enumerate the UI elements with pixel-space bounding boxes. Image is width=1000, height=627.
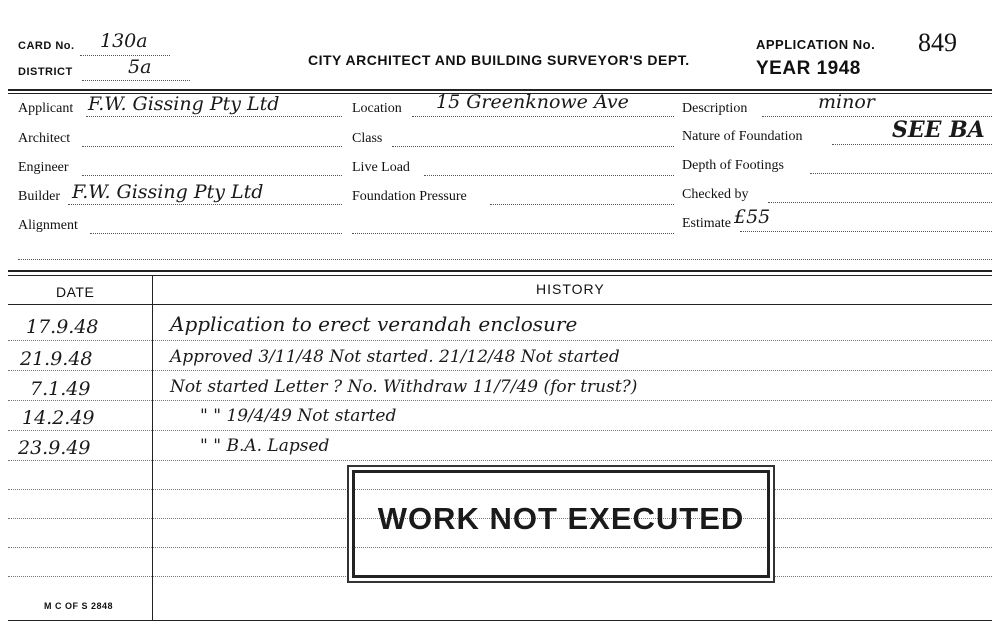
date-column-divider — [152, 275, 153, 621]
history-row-date: 7.1.49 — [30, 378, 91, 400]
field-depth-footings-line — [810, 173, 992, 174]
field-alignment-line — [90, 233, 342, 234]
field-applicant-line — [86, 116, 342, 117]
field-depth-footings-label: Depth of Footings — [682, 158, 784, 173]
field-class-line — [392, 146, 674, 147]
card-no-line — [80, 55, 170, 56]
application-label: APPLICATION No. — [756, 37, 876, 52]
history-rule-top — [8, 270, 992, 272]
history-header: HISTORY — [536, 281, 605, 297]
history-rule-top-thin — [8, 275, 992, 276]
field-checked-by-label: Checked by — [682, 187, 749, 202]
history-header-rule — [8, 304, 992, 305]
field-builder-label: Builder — [18, 189, 60, 204]
field-class-label: Class — [352, 131, 383, 146]
field-location-value: 15 Greenknowe Ave — [436, 91, 629, 113]
field-bottom-line — [18, 259, 992, 260]
district-line — [82, 80, 190, 81]
dept-title: CITY ARCHITECT AND BUILDING SURVEYOR'S DEPT. — [308, 52, 690, 68]
field-engineer-label: Engineer — [18, 160, 69, 175]
history-row-date: 23.9.49 — [18, 437, 91, 459]
field-description-label: Description — [682, 101, 748, 116]
history-row-date: 14.2.49 — [22, 407, 95, 429]
history-row-entry: " " 19/4/49 Not started — [200, 406, 397, 426]
history-row-entry: Not started Letter ? No. Withdraw 11/7/49 (for trust?) — [170, 377, 638, 397]
history-row-line — [8, 340, 992, 341]
field-alignment-label: Alignment — [18, 218, 78, 233]
field-applicant-label: Applicant — [18, 101, 74, 116]
date-header: DATE — [56, 284, 95, 300]
field-builder-line — [68, 204, 342, 205]
field-estimate-label: Estimate — [682, 216, 731, 231]
field-estimate-line — [740, 231, 992, 232]
history-row-line — [8, 370, 992, 371]
district-label: DISTRICT — [18, 66, 73, 78]
year-text: YEAR 1948 — [756, 58, 861, 79]
district-value: 5a — [128, 56, 152, 78]
field-nature-foundation-label: Nature of Foundation — [682, 129, 803, 144]
history-row-entry: " " B.A. Lapsed — [200, 436, 330, 456]
history-row-line — [8, 460, 992, 461]
field-architect-line — [82, 146, 342, 147]
field-foundation-pressure-label: Foundation Pressure — [352, 189, 467, 204]
field-foundation-pressure-line — [490, 204, 674, 205]
history-row-date: 17.9.48 — [26, 316, 99, 338]
field-location-line — [412, 116, 674, 117]
card-no-value: 130a — [100, 30, 148, 52]
field-description-value: minor — [818, 91, 875, 113]
field-checked-by-line — [768, 202, 992, 203]
history-row-date: 21.9.48 — [20, 348, 93, 370]
field-architect-label: Architect — [18, 131, 71, 146]
field-builder-value: F.W. Gissing Pty Ltd — [72, 181, 264, 203]
stamp-text: WORK NOT EXECUTED — [377, 501, 745, 536]
history-row-entry: Approved 3/11/48 Not started. 21/12/48 Not started — [170, 347, 620, 367]
field-estimate-value: £55 — [734, 206, 771, 228]
form-code: M C OF S 2848 — [44, 601, 114, 611]
field-nature-foundation-value: SEE BA — [892, 117, 985, 143]
work-not-executed-stamp — [352, 470, 770, 578]
field-live-load-label: Live Load — [352, 160, 410, 175]
application-number: 849 — [918, 28, 957, 57]
field-location-label: Location — [352, 101, 402, 116]
field-applicant-value: F.W. Gissing Pty Ltd — [88, 93, 280, 115]
field-nature-foundation-line — [832, 144, 992, 145]
history-row-line — [8, 400, 992, 401]
history-bottom-rule — [8, 620, 992, 621]
card-no-label: CARD No. — [18, 40, 75, 52]
field-mid-blank-line — [352, 233, 674, 234]
history-row-line — [8, 430, 992, 431]
field-engineer-line — [82, 175, 342, 176]
field-live-load-line — [424, 175, 674, 176]
history-row-entry: Application to erect verandah enclosure — [170, 312, 578, 336]
